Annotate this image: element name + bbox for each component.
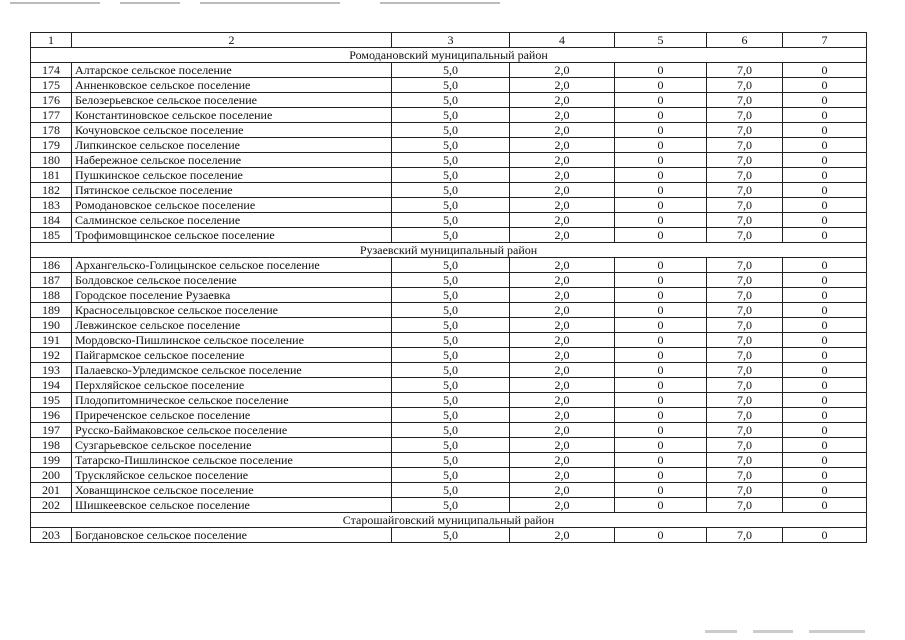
settlement-name: Пайгармское сельское поселение [72,348,392,363]
value-col-5: 0 [615,363,707,378]
value-col-7: 0 [783,138,867,153]
table-body [31,48,867,543]
value-col-6: 7,0 [707,273,783,288]
value-col-6: 7,0 [707,333,783,348]
value-col-7: 0 [783,528,867,543]
value-col-5: 0 [615,303,707,318]
value-col-4: 2,0 [510,528,615,543]
value-col-7: 0 [783,123,867,138]
row-number: 194 [31,378,72,393]
value-col-3: 5,0 [392,483,510,498]
value-col-6: 7,0 [707,78,783,93]
settlement-name: Болдовское сельское поселение [72,273,392,288]
table-header-row [31,33,867,48]
row-number: 182 [31,183,72,198]
value-col-5: 0 [615,213,707,228]
value-col-4: 2,0 [510,138,615,153]
value-col-5: 0 [615,228,707,243]
table-row [31,183,867,198]
table-row [31,258,867,273]
value-col-7: 0 [783,453,867,468]
value-col-6: 7,0 [707,153,783,168]
value-col-7: 0 [783,333,867,348]
settlement-name: Шишкеевское сельское поселение [72,498,392,513]
settlement-name: Хованщинское сельское поселение [72,483,392,498]
value-col-4: 2,0 [510,213,615,228]
table-row [31,168,867,183]
row-number: 201 [31,483,72,498]
row-number: 174 [31,63,72,78]
column-header-7: 7 [783,33,867,48]
value-col-6: 7,0 [707,213,783,228]
value-col-3: 5,0 [392,468,510,483]
value-col-3: 5,0 [392,318,510,333]
value-col-4: 2,0 [510,468,615,483]
row-number: 202 [31,498,72,513]
row-number: 186 [31,258,72,273]
settlement-name: Кочуновское сельское поселение [72,123,392,138]
settlement-name: Мордовско-Пишлинское сельское поселение [72,333,392,348]
value-col-7: 0 [783,408,867,423]
row-number: 188 [31,288,72,303]
value-col-5: 0 [615,438,707,453]
value-col-7: 0 [783,183,867,198]
value-col-3: 5,0 [392,78,510,93]
value-col-3: 5,0 [392,123,510,138]
row-number: 197 [31,423,72,438]
table-row [31,108,867,123]
table-row [31,123,867,138]
settlement-name: Татарско-Пишлинское сельское поселение [72,453,392,468]
settlement-name: Левжинское сельское поселение [72,318,392,333]
value-col-7: 0 [783,288,867,303]
value-col-7: 0 [783,168,867,183]
value-col-3: 5,0 [392,378,510,393]
column-header-6: 6 [707,33,783,48]
value-col-7: 0 [783,498,867,513]
value-col-4: 2,0 [510,438,615,453]
value-col-5: 0 [615,123,707,138]
value-col-4: 2,0 [510,378,615,393]
value-col-4: 2,0 [510,423,615,438]
table-row [31,483,867,498]
table-row [31,363,867,378]
value-col-4: 2,0 [510,483,615,498]
value-col-4: 2,0 [510,273,615,288]
table-row [31,453,867,468]
value-col-7: 0 [783,348,867,363]
value-col-4: 2,0 [510,288,615,303]
scan-artifact-bottom [705,630,865,633]
value-col-6: 7,0 [707,108,783,123]
value-col-4: 2,0 [510,393,615,408]
row-number: 181 [31,168,72,183]
settlement-name: Трускляйское сельское поселение [72,468,392,483]
value-col-4: 2,0 [510,258,615,273]
value-col-7: 0 [783,393,867,408]
value-col-7: 0 [783,363,867,378]
data-table [30,32,867,543]
value-col-7: 0 [783,378,867,393]
value-col-3: 5,0 [392,438,510,453]
value-col-4: 2,0 [510,303,615,318]
table-row [31,408,867,423]
value-col-5: 0 [615,198,707,213]
value-col-7: 0 [783,468,867,483]
value-col-6: 7,0 [707,393,783,408]
value-col-4: 2,0 [510,63,615,78]
row-number: 183 [31,198,72,213]
value-col-6: 7,0 [707,423,783,438]
settlement-name: Палаевско-Урледимское сельское поселение [72,363,392,378]
value-col-7: 0 [783,258,867,273]
value-col-6: 7,0 [707,123,783,138]
value-col-3: 5,0 [392,348,510,363]
value-col-3: 5,0 [392,258,510,273]
settlement-name: Алтарское сельское поселение [72,63,392,78]
table-row [31,528,867,543]
value-col-4: 2,0 [510,123,615,138]
value-col-5: 0 [615,498,707,513]
value-col-5: 0 [615,468,707,483]
section-title: Ромодановский муниципальный район [31,48,867,63]
value-col-4: 2,0 [510,228,615,243]
value-col-4: 2,0 [510,333,615,348]
value-col-3: 5,0 [392,363,510,378]
value-col-3: 5,0 [392,408,510,423]
value-col-6: 7,0 [707,303,783,318]
value-col-7: 0 [783,228,867,243]
value-col-3: 5,0 [392,138,510,153]
value-col-6: 7,0 [707,378,783,393]
value-col-4: 2,0 [510,93,615,108]
value-col-6: 7,0 [707,468,783,483]
value-col-5: 0 [615,273,707,288]
value-col-5: 0 [615,393,707,408]
settlement-name: Пятинское сельское поселение [72,183,392,198]
value-col-7: 0 [783,423,867,438]
table-row [31,93,867,108]
row-number: 200 [31,468,72,483]
column-header-4: 4 [510,33,615,48]
settlement-name: Липкинское сельское поселение [72,138,392,153]
row-number: 196 [31,408,72,423]
table-row [31,318,867,333]
value-col-4: 2,0 [510,453,615,468]
value-col-3: 5,0 [392,183,510,198]
value-col-3: 5,0 [392,453,510,468]
value-col-6: 7,0 [707,183,783,198]
value-col-7: 0 [783,438,867,453]
row-number: 189 [31,303,72,318]
row-number: 203 [31,528,72,543]
value-col-4: 2,0 [510,408,615,423]
row-number: 192 [31,348,72,363]
row-number: 180 [31,153,72,168]
value-col-5: 0 [615,258,707,273]
row-number: 185 [31,228,72,243]
section-title: Рузаевский муниципальный район [31,243,867,258]
settlement-name: Архангельско-Голицынское сельское поселение [72,258,392,273]
value-col-5: 0 [615,378,707,393]
value-col-4: 2,0 [510,363,615,378]
value-col-6: 7,0 [707,198,783,213]
settlement-name: Городское поселение Рузаевка [72,288,392,303]
value-col-6: 7,0 [707,318,783,333]
value-col-6: 7,0 [707,258,783,273]
value-col-7: 0 [783,483,867,498]
section-title: Старошайговский муниципальный район [31,513,867,528]
value-col-6: 7,0 [707,453,783,468]
value-col-3: 5,0 [392,213,510,228]
value-col-7: 0 [783,153,867,168]
value-col-3: 5,0 [392,303,510,318]
row-number: 179 [31,138,72,153]
row-number: 176 [31,93,72,108]
value-col-5: 0 [615,333,707,348]
value-col-5: 0 [615,78,707,93]
settlement-name: Перхляйское сельское поселение [72,378,392,393]
value-col-7: 0 [783,63,867,78]
value-col-4: 2,0 [510,78,615,93]
value-col-4: 2,0 [510,318,615,333]
value-col-3: 5,0 [392,228,510,243]
value-col-5: 0 [615,288,707,303]
row-number: 193 [31,363,72,378]
value-col-5: 0 [615,483,707,498]
row-number: 178 [31,123,72,138]
value-col-5: 0 [615,153,707,168]
value-col-4: 2,0 [510,498,615,513]
value-col-6: 7,0 [707,288,783,303]
value-col-7: 0 [783,93,867,108]
row-number: 184 [31,213,72,228]
value-col-5: 0 [615,63,707,78]
value-col-4: 2,0 [510,168,615,183]
value-col-6: 7,0 [707,363,783,378]
value-col-5: 0 [615,108,707,123]
value-col-3: 5,0 [392,93,510,108]
table-row [31,213,867,228]
settlement-name: Белозерьевское сельское поселение [72,93,392,108]
settlement-name: Красносельцовское сельское поселение [72,303,392,318]
column-header-5: 5 [615,33,707,48]
value-col-5: 0 [615,408,707,423]
table-row [31,333,867,348]
value-col-4: 2,0 [510,348,615,363]
value-col-5: 0 [615,528,707,543]
value-col-5: 0 [615,93,707,108]
settlement-name: Пушкинское сельское поселение [72,168,392,183]
row-number: 187 [31,273,72,288]
value-col-3: 5,0 [392,63,510,78]
value-col-4: 2,0 [510,153,615,168]
value-col-3: 5,0 [392,168,510,183]
settlement-name: Набережное сельское поселение [72,153,392,168]
table-row [31,438,867,453]
scan-artifact-top [0,0,905,8]
settlement-name: Сузгарьевское сельское поселение [72,438,392,453]
value-col-3: 5,0 [392,198,510,213]
value-col-3: 5,0 [392,153,510,168]
row-number: 190 [31,318,72,333]
settlement-name: Трофимовщинское сельское поселение [72,228,392,243]
table-row [31,303,867,318]
settlement-name: Анненковское сельское поселение [72,78,392,93]
value-col-5: 0 [615,183,707,198]
settlement-name: Ромодановское сельское поселение [72,198,392,213]
value-col-6: 7,0 [707,528,783,543]
settlement-name: Салминское сельское поселение [72,213,392,228]
table-row [31,288,867,303]
table-row [31,78,867,93]
value-col-7: 0 [783,213,867,228]
row-number: 199 [31,453,72,468]
settlement-name: Плодопитомническое сельское поселение [72,393,392,408]
table-row [31,468,867,483]
table-row [31,378,867,393]
row-number: 198 [31,438,72,453]
value-col-7: 0 [783,198,867,213]
value-col-3: 5,0 [392,273,510,288]
row-number: 175 [31,78,72,93]
value-col-7: 0 [783,108,867,123]
column-header-3: 3 [392,33,510,48]
value-col-5: 0 [615,318,707,333]
table-row [31,348,867,363]
settlement-name: Константиновское сельское поселение [72,108,392,123]
value-col-6: 7,0 [707,63,783,78]
value-col-7: 0 [783,273,867,288]
value-col-5: 0 [615,453,707,468]
value-col-6: 7,0 [707,438,783,453]
table-row [31,423,867,438]
value-col-4: 2,0 [510,198,615,213]
settlement-name: Богдановское сельское поселение [72,528,392,543]
section-header-row [31,513,867,528]
section-header-row [31,243,867,258]
table-row [31,273,867,288]
value-col-5: 0 [615,348,707,363]
table-row [31,498,867,513]
value-col-4: 2,0 [510,183,615,198]
value-col-3: 5,0 [392,108,510,123]
row-number: 195 [31,393,72,408]
value-col-6: 7,0 [707,498,783,513]
value-col-3: 5,0 [392,333,510,348]
value-col-6: 7,0 [707,138,783,153]
table-row [31,228,867,243]
value-col-7: 0 [783,303,867,318]
value-col-6: 7,0 [707,483,783,498]
value-col-6: 7,0 [707,228,783,243]
value-col-5: 0 [615,138,707,153]
value-col-6: 7,0 [707,93,783,108]
value-col-7: 0 [783,318,867,333]
column-header-1: 1 [31,33,72,48]
row-number: 177 [31,108,72,123]
value-col-6: 7,0 [707,168,783,183]
table-row [31,393,867,408]
value-col-3: 5,0 [392,393,510,408]
value-col-6: 7,0 [707,348,783,363]
section-header-row [31,48,867,63]
value-col-6: 7,0 [707,408,783,423]
value-col-3: 5,0 [392,528,510,543]
value-col-5: 0 [615,423,707,438]
table-row [31,198,867,213]
table-row [31,63,867,78]
value-col-3: 5,0 [392,423,510,438]
value-col-3: 5,0 [392,498,510,513]
column-header-2: 2 [72,33,392,48]
value-col-4: 2,0 [510,108,615,123]
value-col-7: 0 [783,78,867,93]
settlement-name: Русско-Баймаковское сельское поселение [72,423,392,438]
value-col-3: 5,0 [392,288,510,303]
settlement-name: Приреченское сельское поселение [72,408,392,423]
table-row [31,153,867,168]
value-col-5: 0 [615,168,707,183]
row-number: 191 [31,333,72,348]
table-row [31,138,867,153]
